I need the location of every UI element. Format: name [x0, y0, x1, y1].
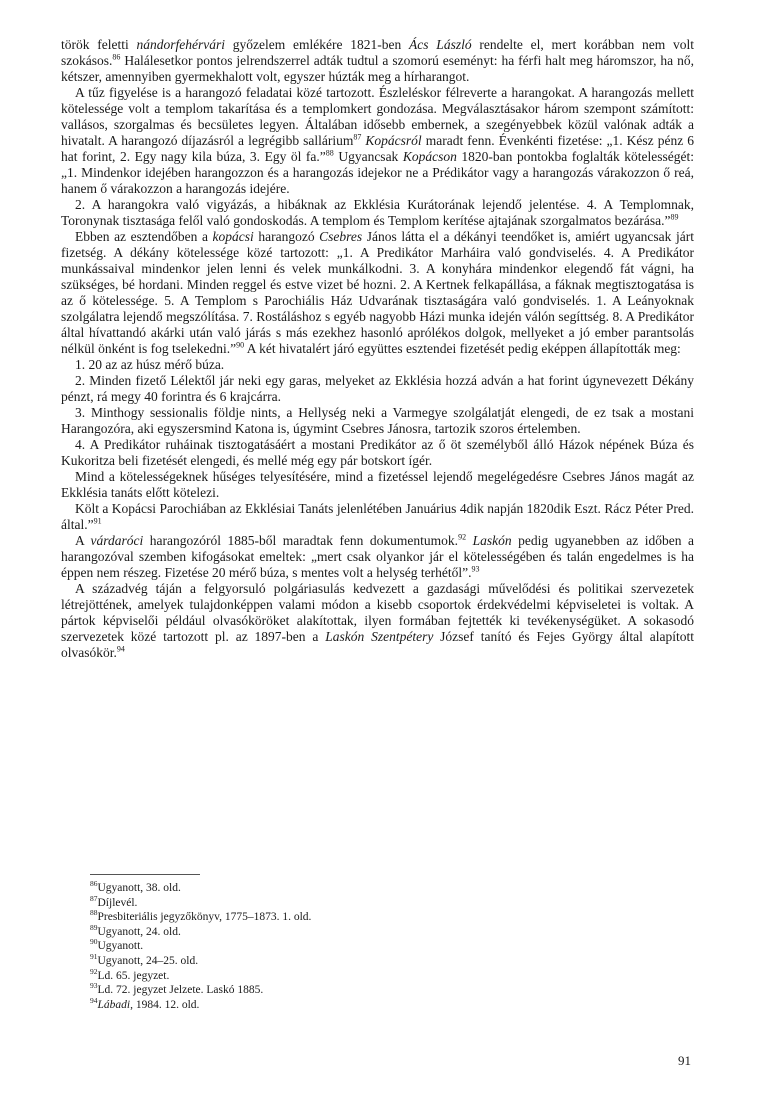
footnote-ref: 90: [236, 340, 245, 350]
italic-name: Laskón: [472, 533, 512, 548]
footnote-ref: 90: [90, 937, 98, 947]
text-run: maradt fenn. Évenkénti fizetése: „1. Kész pénz 6 hat forint, 2. Egy nagy kila búza, 3. Egy öl fa.”: [61, 133, 695, 164]
text-run: 2. Minden fizető Lélektől jár neki egy garas, melyeket az Ekklésia hozzá adván a hat forint úgynevezett Dékány pénzt, rá megy 40 forintra és 6 krajcárra.: [61, 373, 694, 404]
footnote-ref: 86: [112, 52, 121, 62]
text-run: Halálesetkor pontos jelrendszerrel adták tudtul a szomorú eseményt: ha férfi halt meg háromszor, ha nő, kétszer, amennyiben gyermekhalott volt, egyszer húzták meg a hírharangot.: [61, 53, 694, 84]
text-run: Ugyanott, 24–25. old.: [97, 954, 199, 967]
italic-name: Ács László: [409, 37, 472, 52]
italic-name: kopácsi: [212, 229, 254, 244]
footnote-fn94: [90, 995, 490, 1013]
footnote-ref: 92: [458, 532, 467, 542]
footnote-ref: 87: [353, 132, 362, 142]
footnote-fn87: [90, 893, 490, 911]
text-run: harangozóról 1885-ből maradtak fenn dokumentumok.: [143, 533, 459, 548]
text-run: 4. A Predikátor ruháinak tisztogatásáért a mostani Predikátor az ő öt személyből álló Házok népének Búza és Kukoritza beli fizetését elengedi, és mellé még egy pár botskort ígér.: [61, 437, 694, 468]
text-run: 1. 20 az az húsz mérő búza.: [75, 357, 225, 372]
text-run: Ugyanott.: [97, 940, 144, 953]
text-run: Presbiteriális jegyzőkönyv, 1775–1873. 1. old.: [97, 911, 312, 924]
footnotes: [90, 881, 490, 1012]
text-run: Ugyancsak: [333, 149, 403, 164]
paragraph-p8: [61, 437, 694, 469]
footnote-ref: 93: [90, 981, 98, 991]
text-run: rendelte el, mert korábban nem volt szokásos.: [61, 37, 694, 68]
footnote-fn90: [90, 939, 490, 954]
text-run: győzelem emlékére 1821-ben: [225, 37, 410, 52]
footnote-ref: 94: [90, 995, 98, 1005]
paragraph-p2: [61, 85, 694, 197]
paragraph-p1: [61, 37, 694, 85]
footnote-fn89: [90, 922, 490, 940]
text-run: Költ a Kopácsi Parochiában az Ekklésiai Tanáts jelenlétében Januárius 4dik napján 1820dik Eszt. Rácz Péter Pred. által.”: [61, 501, 694, 532]
text-run: A tűz figyelése is a harangozó feladatai közé tartozott. Észleléskor félreverte a harangokat. A harangozás mellett kötelessége volt a templom takarítása és a templomkert gondozása. Megválasztásakor három szempont számított: vallásos, szorgalmas és becsületes legyen. Általában idősebb embernek, a szegényebbek közül valónak adták a hivatalt. A harangozó díjazásról a legrégibb sallárium: [61, 85, 694, 148]
text-run: 1820-ban pontokba foglalták kötelességét: „1. Mindenkor idejében harangozzon és a harangozás idejekor ne a Prédikátor vagy a harangozás várakozzon ő reá, hanem ő várakozzon a harangozás idejére.: [61, 149, 694, 196]
text-run: Ld. 72. jegyzet Jelzete. Laskó 1885.: [97, 984, 264, 997]
footnote-fn86: [90, 881, 490, 896]
italic-name: nándorfehérvári: [136, 37, 226, 52]
footnote-ref: 89: [90, 922, 98, 932]
paragraph-p11: [61, 533, 694, 581]
footnote-ref: 93: [471, 564, 480, 574]
text-run: Ld. 65. jegyzet.: [97, 969, 170, 982]
text-run: A századvég táján a felgyorsuló polgáriasulás kedvezett a gazdasági művelődési és politikai szervezetek létrejöttének, amelyek tulajdonképpen valami módon a kisebb csoportok érdekvédelmi képviseletei is voltak. A pártok képviselői például olvasóköröket alakítottak, ilyen formában fejtették ki tevékenységüket. A sokasodó szervezetek közé tartozott pl. az 1897-ben a: [61, 581, 694, 644]
text-run: 3. Minthogy sessionalis földje nints, a Hellység neki a Varmegye szolgálatját elengedi, de ez tsak a mostani Harangozóra, aki egyszersmind Katona is, úgymint Csebres Jánosra, tartozik szoros értelemben.: [61, 405, 694, 436]
footnote-ref: 87: [90, 893, 98, 903]
text-run: pedig ugyanebben az időben a harangozóval szemben kifogásokat emeltek: „mert csak olyankor jár el kötelességében és talán engedelmes is ha éppen nem részeg. Fizetése 20 mérő búza, s mentes volt a helység terhétől”.: [61, 533, 695, 580]
paragraph-p12: [61, 581, 694, 661]
footnote-ref: 91: [90, 952, 98, 962]
italic-name: Kopácsról: [365, 133, 422, 148]
footnote-fn91: [90, 954, 490, 969]
paragraph-p5: [61, 357, 694, 373]
text-run: , 1984. 12. old.: [130, 998, 200, 1011]
paragraph-p6: [61, 373, 694, 405]
text-run: A: [75, 533, 91, 548]
footnote-ref: 89: [670, 212, 679, 222]
paragraph-p9: [61, 469, 694, 501]
text-run: török feletti: [61, 37, 137, 52]
footnote-fn88: [90, 910, 490, 925]
paragraph-p7: [61, 405, 694, 437]
footnote-ref: 91: [93, 516, 102, 526]
footnote-separator: [90, 874, 200, 875]
paragraph-p3: [61, 197, 694, 229]
italic-name: Csebres: [319, 229, 363, 244]
italic-name: Kopácson: [402, 149, 457, 164]
page-number: 91: [678, 1053, 691, 1068]
paragraph-p4: [61, 229, 694, 357]
text-run: A két hivatalért járó együttes esztendei fizetését pedig eképpen állapították meg:: [244, 341, 681, 356]
footnote-fn93: [90, 983, 490, 998]
footnote-ref: 86: [90, 879, 98, 889]
footnote-ref: 88: [90, 908, 98, 918]
footnote-fn92: [90, 966, 490, 984]
footnote-ref: 92: [90, 966, 98, 976]
italic-name: Lábadi: [97, 998, 131, 1011]
text-run: 2. A harangokra való vigyázás, a hibáknak az Ekklésia Kurátorának lejendő jelentése. 4. A Templomnak, Toronynak tisztasága felől való gondoskodás. A templom és Templom kerítése ajtajának szorgalmatos bezárása.”: [61, 197, 694, 228]
text-run: Ebben az esztendőben a: [75, 229, 213, 244]
text-run: Mind a kötelességeknek hűséges telyesítésére, mind a fizetéssel lejendő megelégedésre Csebres János magát az Ekklésia tanáts előtt kötelezi.: [61, 469, 694, 500]
text-run: Ugyanott, 38. old.: [97, 882, 181, 894]
paragraph-p10: [61, 501, 694, 533]
text-run: Díjlevél.: [97, 896, 138, 909]
italic-name: várdaróci: [90, 533, 144, 548]
text-run: Ugyanott, 24. old.: [97, 925, 181, 938]
italic-name: Laskón Szentpétery: [325, 629, 434, 644]
footnote-ref: 94: [116, 644, 125, 654]
text-run: János látta el a dékányi teendőket is, amiért ugyancsak járt fizetség. A dékány kötelessége közé tartozott: „1. A Predikátor Marháira való gondviselés. 4. A Predikátor munkássaival mindenkor jelen lenni és velek munkálkodni. 3. A konyhára mindenkor elegendő fát vágni, ha szükséges, bé hordani. Minden reggel és estve vizet bé hozni. 2. A Kertnek felkapállása, a fáknak megtisztogatása is az ő kötelessége. 5. A Templom s Parochiális Ház Udvarának tisztaságára való gondviselés. 1. A Leányoknak szolgálatra lejendő megszólítása. 7. Rostáláshoz s egyéb nagyobb Házi munka idején válón segíttség. 8. A Predikátor által hívattandó akárki után való járás s más ezekhez hasonló aprólékos dolgok, mellyeket a jó ember parantsolás nélkül önként is fog tselekedni.”: [61, 229, 694, 356]
footnote-ref: 88: [325, 148, 334, 158]
text-run: József tanító és Fejes György által alapított olvasókör.: [61, 629, 694, 660]
body-text: [61, 37, 694, 661]
text-run: harangozó: [253, 229, 320, 244]
